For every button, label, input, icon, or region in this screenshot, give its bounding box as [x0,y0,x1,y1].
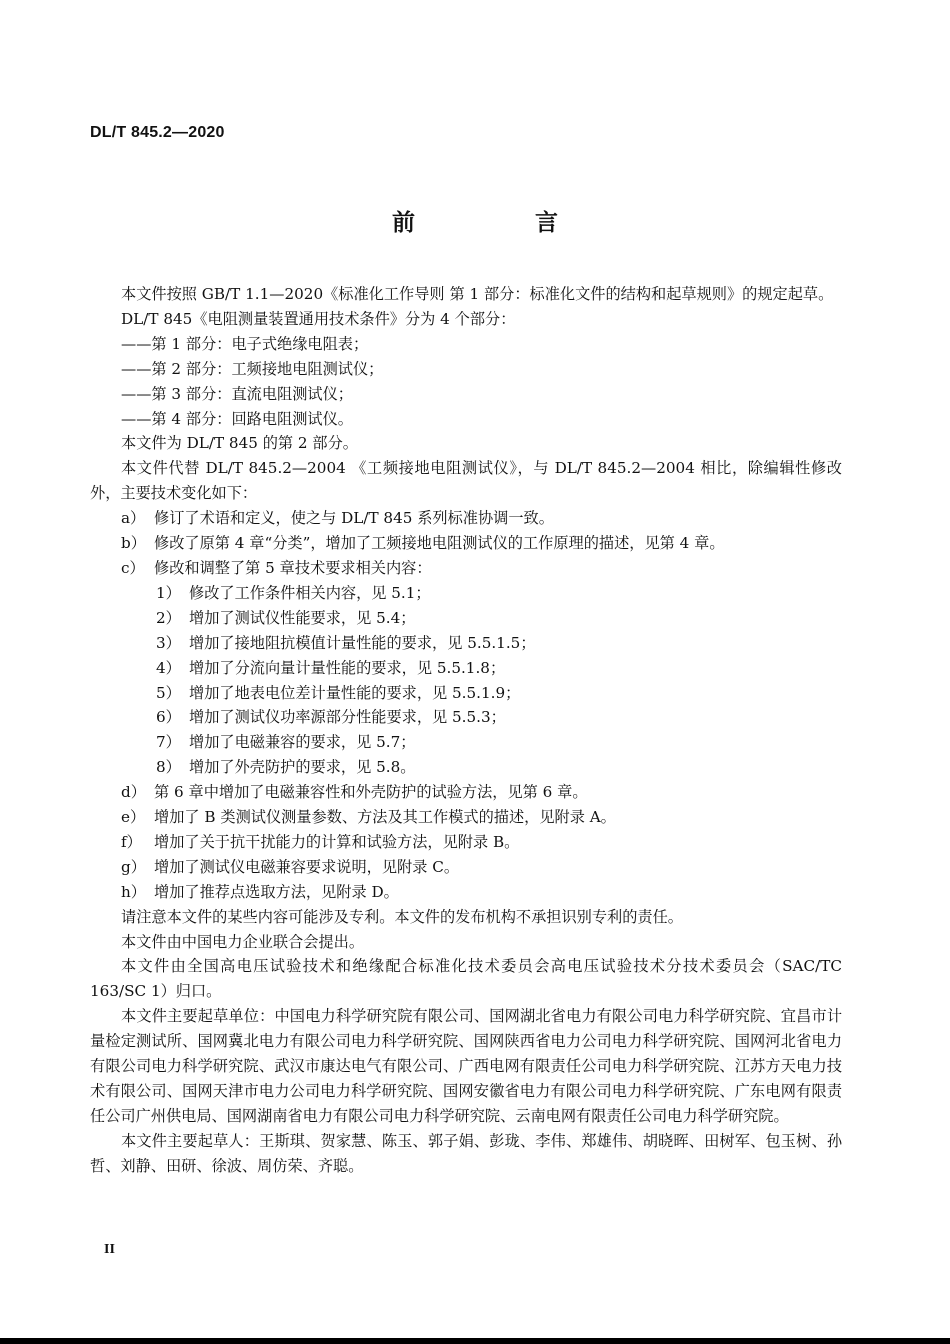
item-text: 第 6 章中增加了电磁兼容性和外壳防护的试验方法，见第 6 章。 [154,783,588,802]
list-item [90,556,842,581]
list-item [90,805,842,830]
sub-list-item [90,581,842,606]
item-label: 7） [156,733,181,752]
item-text: 增加了测试仪功率源部分性能要求，见 5.5.3； [189,708,506,727]
item-label: g） [121,857,146,876]
item-label: f） [121,832,142,851]
sub-list-item [90,606,842,631]
paragraph: 请注意本文件的某些内容可能涉及专利。本文件的发布机构不承担识别专利的责任。 [121,907,683,926]
sub-list-item [90,681,842,706]
item-text: 增加了地表电位差计量性能的要求，见 5.5.1.9； [189,683,521,702]
paragraph: 本文件为 DL/T 845 的第 2 部分。 [121,434,358,453]
item-label: d） [121,783,146,802]
item-label: 8） [156,758,181,777]
list-item [90,506,842,531]
item-text: 修订了术语和定义，使之与 DL/T 845 系列标准协调一致。 [154,509,554,528]
sub-list-item [90,730,842,755]
item-text: 增加了推荐点选取方法，见附录 D。 [154,882,399,901]
sub-list-item [90,705,842,730]
sub-list-item [90,755,842,780]
sub-list-item [90,631,842,656]
item-text: 增加了电磁兼容的要求，见 5.7； [189,733,416,752]
item-label: 2） [156,608,181,627]
item-label: 4） [156,658,181,677]
item-text: 增加了关于抗干扰能力的计算和试验方法，见附录 B。 [154,832,520,851]
bottom-border [0,1338,950,1344]
item-label: b） [121,534,146,553]
item-label: a） [121,509,146,528]
item-text: 增加了接地阻抗模值计量性能的要求，见 5.5.1.5； [189,633,536,652]
paragraph: 本文件主要起草单位：中国电力科学研究院有限公司、国网湖北省电力有限公司电力科学研究院、宜昌市计量检定测试所、国网冀北电力有限公司电力科学研究院、国网陕西省电力公司电力科学研究院、国网河北省电力有限公司电力科学研究院、武汉市康达电气有限公司、广西电网有限责任公司电力科学研究院、江苏方天电力技术有限公司、国网天津市电力公司电力科学研究院、国网安徽省电力有限公司电力科学研究院、广东电网有限责任公司广州供电局、国网湖南省电力有限公司电力科学研究院、云南电网有限责任公司电力科学研究院。 [90,1007,842,1125]
list-item [90,780,842,805]
paragraph: DL/T 845《电阻测量装置通用技术条件》分为 4 个部分： [121,309,516,328]
page-number: II [104,1242,115,1257]
item-text: 增加了测试仪电磁兼容要求说明，见附录 C。 [154,857,460,876]
list-item: ——第 2 部分：工频接地电阻测试仪； [121,359,384,378]
list-item [90,830,842,855]
paragraph: 本文件主要起草人：王斯琪、贺家慧、陈玉、郭子娟、彭珑、李伟、郑雄伟、胡晓晖、田树军、包玉树、孙哲、刘静、田研、徐波、周仿荣、齐聪。 [90,1131,842,1175]
list-item: ——第 4 部分：回路电阻测试仪。 [121,409,353,428]
list-item [90,855,842,880]
item-label: 5） [156,683,181,702]
list-item [90,531,842,556]
item-text: 增加了分流向量计量性能的要求，见 5.5.1.8； [189,658,506,677]
item-label: 3） [156,633,181,652]
item-label: c） [121,558,145,577]
item-label: e） [121,808,146,827]
list-item: ——第 3 部分：直流电阻测试仪； [121,384,353,403]
paragraph: 本文件由中国电力企业联合会提出。 [121,932,364,951]
item-label: 1） [156,583,181,602]
paragraph: 本文件按照 GB/T 1.1—2020《标准化工作导则 第 1 部分：标准化文件的结构和起草规则》的规定起草。 [121,285,834,303]
item-text: 增加了 B 类测试仪测量参数、方法及其工作模式的描述，见附录 A。 [154,808,616,827]
item-text: 修改和调整了第 5 章技术要求相关内容： [154,558,432,577]
list-item: ——第 1 部分：电子式绝缘电阻表； [121,334,369,353]
document-code: DL/T 845.2—2020 [90,124,225,141]
item-text: 修改了原第 4 章“分类”，增加了工频接地电阻测试仪的工作原理的描述，见第 4 章。 [154,534,725,553]
item-text: 增加了测试仪性能要求，见 5.4； [189,608,416,627]
item-text: 增加了外壳防护的要求，见 5.8。 [189,758,416,777]
foreword-body [90,282,842,1179]
item-label: 6） [156,708,181,727]
paragraph: 本文件由全国高电压试验技术和绝缘配合标准化技术委员会高电压试验技术分技术委员会（SAC/TC 163/SC 1）归口。 [90,957,842,1001]
item-label: h） [121,882,146,901]
list-item [90,880,842,905]
paragraph: 本文件代替 DL/T 845.2—2004 《工频接地电阻测试仪》，与 DL/T 845.2—2004 相比，除编辑性修改外，主要技术变化如下： [90,459,842,503]
item-text: 修改了工作条件相关内容，见 5.1； [189,583,431,602]
page-title: 前 言 [391,210,614,236]
sub-list-item [90,656,842,681]
